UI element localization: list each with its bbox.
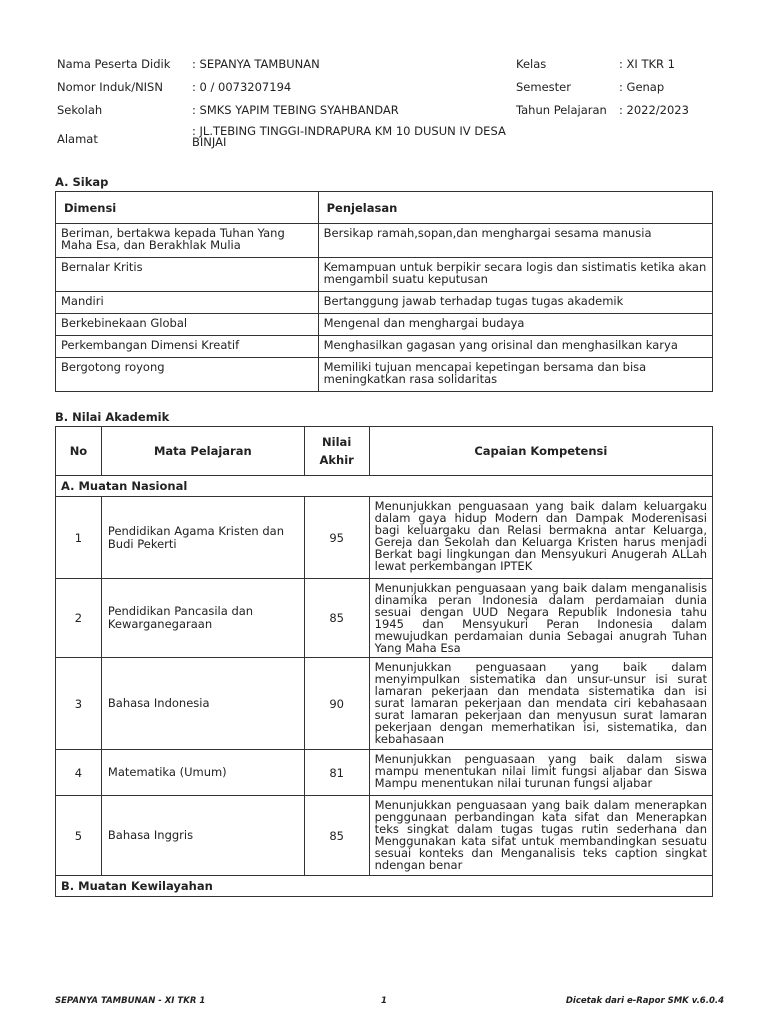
footer-printed-by: Dicetak dari e-Rapor SMK v.6.0.4 [565, 996, 724, 1006]
penjelasan-cell: Bersikap ramah,sopan,dan menghargai sesama manusia [318, 224, 712, 258]
penjelasan-cell: Memiliki tujuan mencapai kepetingan bersama dan bisa meningkatkan rasa solidaritas [318, 358, 712, 392]
nilai-table [55, 426, 713, 897]
capaian-cell: Menunjukkan penguasaan yang baik dalam menganalisis dinamika peran Indonesia dalam perdamaian dunia sesuai dengan UUD Negara Republik Indonesia tahu 1945 dan Mensyukuri Peran Indonesia dalam mewujudkan perdamaian dunia Sebagai anugrah Tuhan Yang Maha Esa [369, 579, 712, 658]
dimensi-cell: Bergotong royong [56, 358, 319, 392]
nama-value: : SEPANYA TAMBUNAN [192, 57, 320, 71]
header-nilai: Nilai Akhir [304, 427, 369, 476]
semester-value: : Genap [619, 80, 665, 94]
mapel-cell: Matematika (Umum) [101, 750, 304, 796]
table-row [56, 579, 713, 658]
no-cell: 4 [56, 750, 102, 796]
header-dimensi: Dimensi [56, 192, 319, 224]
semester-label: Semester [516, 80, 571, 94]
sikap-title: A. Sikap [55, 175, 109, 189]
footer-page-number: 1 [381, 996, 387, 1006]
header-no: No [56, 427, 102, 476]
no-cell: 2 [56, 579, 102, 658]
penjelasan-cell: Mengenal dan menghargai budaya [318, 314, 712, 336]
alamat-label: Alamat [57, 132, 98, 146]
table-row [56, 658, 713, 750]
sekolah-value: : SMKS YAPIM TEBING SYAHBANDAR [192, 103, 399, 117]
header-mapel: Mata Pelajaran [101, 427, 304, 476]
dimensi-cell: Mandiri [56, 292, 319, 314]
mapel-cell: Bahasa Inggris [101, 796, 304, 876]
sekolah-label: Sekolah [57, 103, 103, 117]
dimensi-cell: Berkebinekaan Global [56, 314, 319, 336]
capaian-cell: Menunjukkan penguasaan yang baik dalam keluargaku dalam gaya hidup Modern dan Dampak Moderenisasi bagi keluargaku dan Relasi bermakna antar Keluarga, Gereja dan Sekolah dan Keluarga Kristen harus menjadi Berkat bagi lingkungan dan Mensyukuri Anugerah ALLah lewat perkembangan IPTEK [369, 497, 712, 579]
sikap-table [55, 191, 713, 392]
nisn-value: : 0 / 0073207194 [192, 80, 292, 94]
capaian-cell: Menunjukkan penguasaan yang baik dalam siswa mampu menentukan nilai limit fungsi aljabar dan Siswa Mampu menentukan nilai turunan fungsi aljabar [369, 750, 712, 796]
tahun-label: Tahun Pelajaran [516, 103, 607, 117]
header-penjelasan: Penjelasan [318, 192, 712, 224]
table-row [56, 497, 713, 579]
mapel-cell: Pendidikan Pancasila dan Kewarganegaraan [101, 579, 304, 658]
dimensi-cell: Bernalar Kritis [56, 258, 319, 292]
tahun-value: : 2022/2023 [619, 103, 689, 117]
nilai-title: B. Nilai Akademik [55, 410, 170, 424]
mapel-cell: Pendidikan Agama Kristen dan Budi Pekerti [101, 497, 304, 579]
header-capaian: Capaian Kompetensi [369, 427, 712, 476]
kelas-label: Kelas [516, 57, 547, 71]
table-row [56, 750, 713, 796]
nilai-cell: 85 [304, 796, 369, 876]
nilai-cell: 90 [304, 658, 369, 750]
group-muatan-kewilayahan: B. Muatan Kewilayahan [56, 876, 713, 897]
alamat-value: : JL.TEBING TINGGI-INDRAPURA KM 10 DUSUN IV DESA BINJAI [192, 124, 506, 149]
nisn-label: Nomor Induk/NISN [57, 80, 163, 94]
nilai-cell: 85 [304, 579, 369, 658]
penjelasan-cell: Kemampuan untuk berpikir secara logis dan sistimatis ketika akan mengambil suatu keputusan [318, 258, 712, 292]
nilai-cell: 81 [304, 750, 369, 796]
penjelasan-cell: Menghasilkan gagasan yang orisinal dan menghasilkan karya [318, 336, 712, 358]
mapel-cell: Bahasa Indonesia [101, 658, 304, 750]
dimensi-cell: Perkembangan Dimensi Kreatif [56, 336, 319, 358]
no-cell: 1 [56, 497, 102, 579]
capaian-cell: Menunjukkan penguasaan yang baik dalam menyimpulkan sistematika dan unsur-unsur isi surat lamaran pekerjaan dan mendata sistematika dan isi surat lamaran pekerjaan dan mendata ciri kebahasaan surat lamaran pekerjaan dan menyusun surat lamaran pekerjaan dengan memerhatikan isi, sistematika, dan kebahasaan [369, 658, 712, 750]
footer-student: SEPANYA TAMBUNAN - XI TKR 1 [55, 996, 206, 1006]
nilai-cell: 95 [304, 497, 369, 579]
capaian-cell: Menunjukkan penguasaan yang baik dalam menerapkan penggunaan perbandingan kata sifat dan Menerapkan teks singkat dalam tugas tugas rutin sederhana dan Menggunakan kata sifat untuk membandingkan sesuatu sesuai konteks dan Menganalisis teks caption singkat ndengan benar [369, 796, 712, 876]
dimensi-cell: Beriman, bertakwa kepada Tuhan Yang Maha Esa, dan Berakhlak Mulia [56, 224, 319, 258]
kelas-value: : XI TKR 1 [619, 57, 675, 71]
no-cell: 5 [56, 796, 102, 876]
no-cell: 3 [56, 658, 102, 750]
penjelasan-cell: Bertanggung jawab terhadap tugas tugas akademik [318, 292, 712, 314]
table-row [56, 796, 713, 876]
nama-label: Nama Peserta Didik [57, 57, 171, 71]
group-muatan-nasional: A. Muatan Nasional [56, 476, 713, 497]
